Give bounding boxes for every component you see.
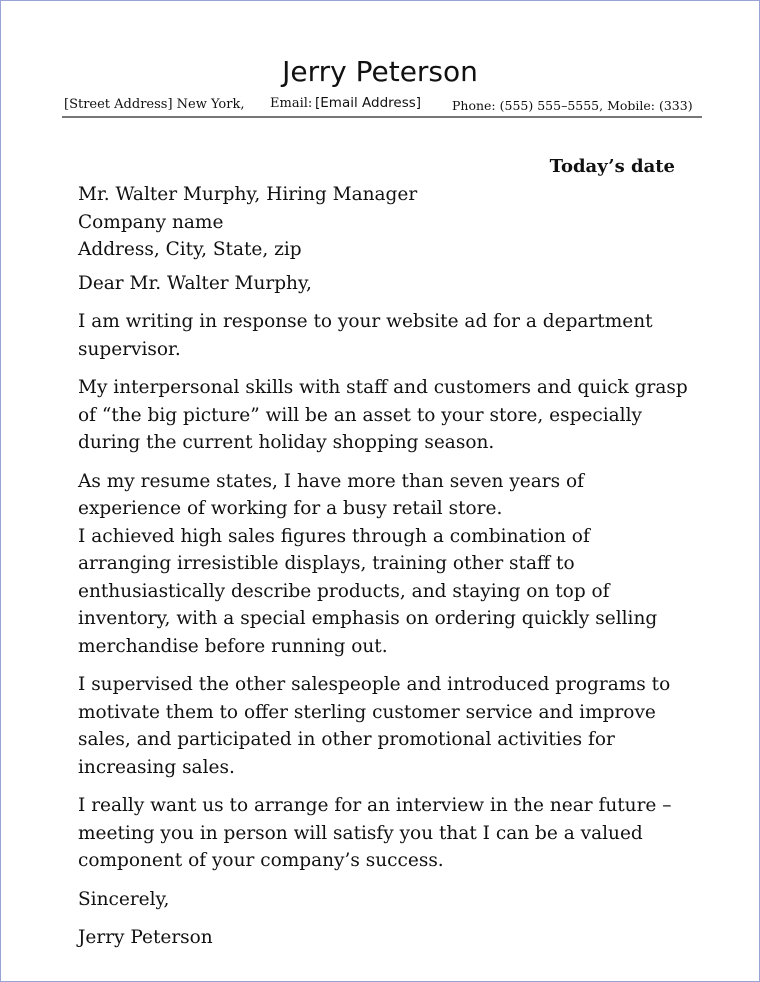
sender-address: [Street Address] New York, <box>64 97 245 112</box>
email-label: Email: <box>270 96 313 111</box>
signature: Jerry Peterson <box>78 927 213 948</box>
sender-name: Jerry Peterson <box>282 55 478 88</box>
recipient-company: Company name <box>78 211 224 233</box>
header-divider <box>62 116 702 118</box>
recipient-block <box>78 181 688 264</box>
paragraph: I really want us to arrange for an interview in the near future – meeting you in person will satisfy you that I can be a valued component of your company’s success. <box>78 795 672 871</box>
recipient-name: Mr. Walter Murphy, Hiring Manager <box>78 184 418 205</box>
paragraph: I achieved high sales figures through a combination of arranging irresistible displays, training other staff to enthusiastically describe products, and staying on top of inventory, with a special emphasis on ordering quickly selling merchandise before running out. <box>78 525 658 657</box>
paragraph: As my resume states, I have more than seven years of experience of working for a busy retail store. <box>78 470 584 519</box>
salutation: Dear Mr. Walter Murphy, <box>78 272 312 294</box>
letter-date: Today’s date <box>549 156 675 177</box>
email-value: [Email Address] <box>315 95 422 111</box>
paragraph: I am writing in response to your website ad for a department supervisor. <box>78 311 653 360</box>
recipient-address: Address, City, State, zip <box>78 239 302 260</box>
paragraph: I supervised the other salespeople and introduced programs to motivate them to offer sterling customer service and improve sales, and participated in other promotional activities for increasing sales. <box>78 674 671 778</box>
contact-line <box>64 96 704 116</box>
letter-body <box>78 181 688 952</box>
phone-numbers: Phone: (555) 555–5555, Mobile: (333) <box>452 98 693 113</box>
paragraph: My interpersonal skills with staff and customers and quick grasp of “the big picture” will be an asset to your store, especially during the current holiday shopping season. <box>78 377 688 453</box>
closing: Sincerely, <box>78 888 170 910</box>
